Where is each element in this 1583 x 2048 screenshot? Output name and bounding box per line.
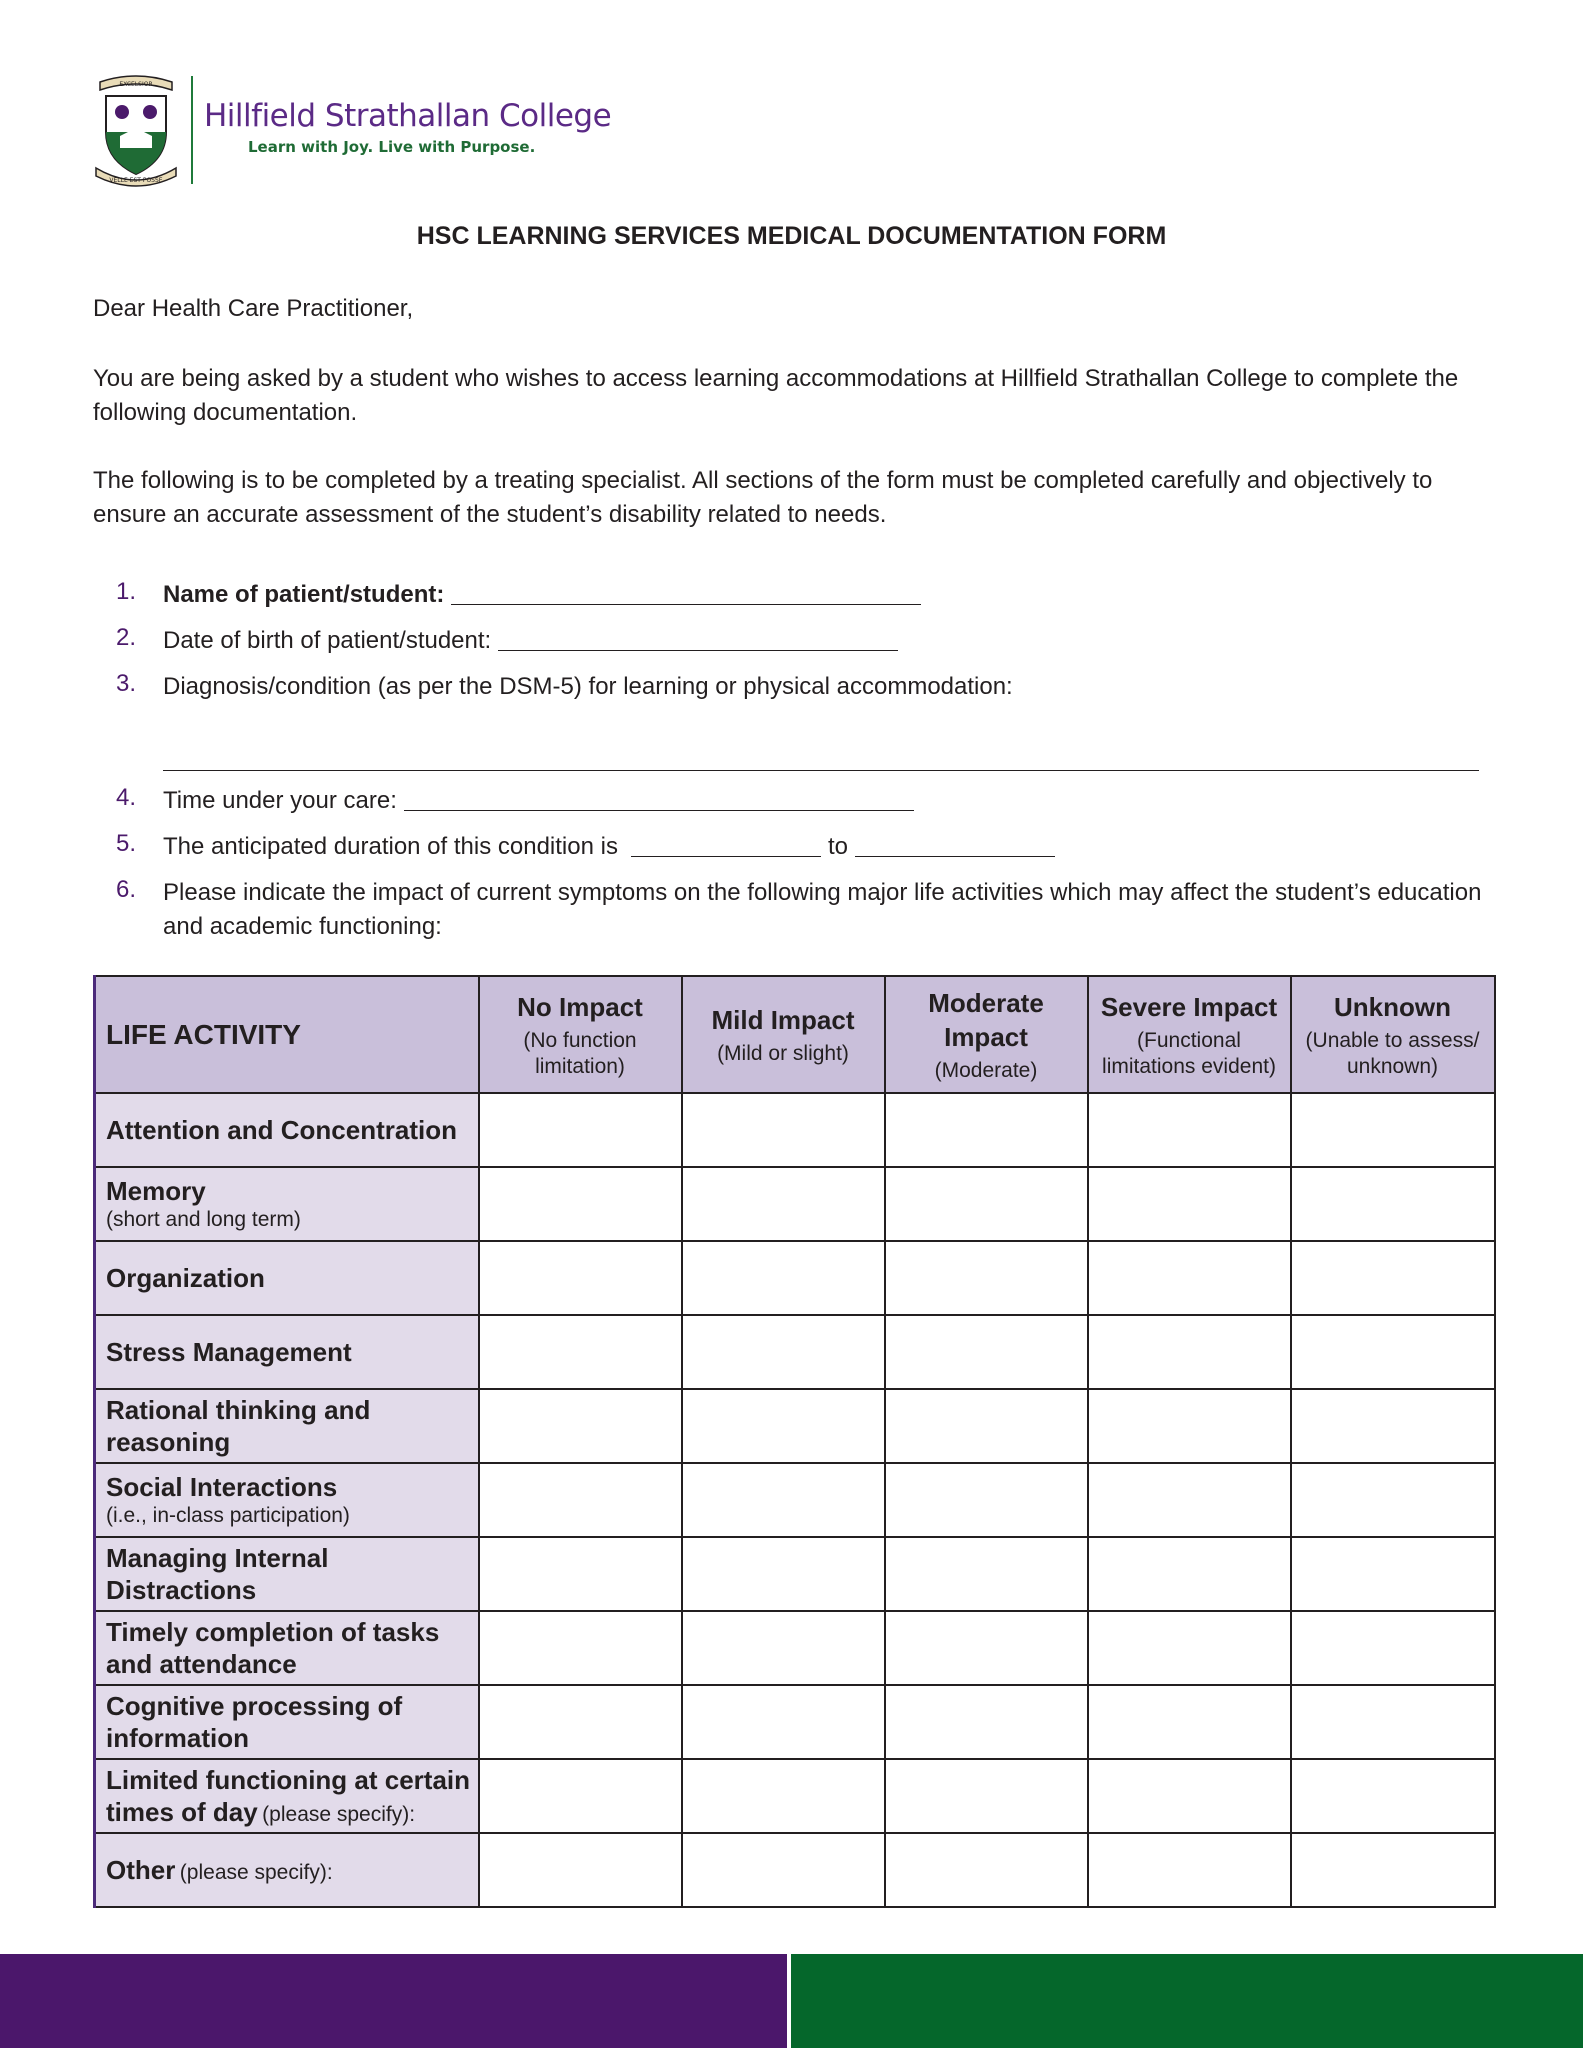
impact-cell[interactable] (682, 1685, 885, 1759)
activity-note: (short and long term) (106, 1208, 301, 1231)
table-body (95, 1093, 1495, 1907)
impact-cell[interactable] (682, 1611, 885, 1685)
impact-cell[interactable] (479, 1167, 682, 1241)
name-field[interactable] (451, 603, 921, 605)
school-logo (92, 70, 612, 188)
table-row (95, 1463, 1495, 1537)
impact-cell[interactable] (1291, 1241, 1495, 1315)
life-activity-label (95, 1685, 479, 1759)
impact-cell[interactable] (1088, 1241, 1291, 1315)
impact-cell[interactable] (1291, 1463, 1495, 1537)
table-row (95, 1685, 1495, 1759)
impact-cell[interactable] (479, 1611, 682, 1685)
impact-cell[interactable] (1291, 1611, 1495, 1685)
logo-divider (191, 76, 193, 184)
life-activity-label (95, 1833, 479, 1907)
impact-cell[interactable] (885, 1685, 1088, 1759)
form-title: HSC LEARNING SERVICES MEDICAL DOCUMENTATION FORM (416, 222, 1167, 250)
activity-note: (i.e., in-class participation) (106, 1504, 350, 1527)
impact-cell[interactable] (1088, 1759, 1291, 1833)
activity-name: Stress Management (106, 1337, 352, 1367)
table-row (95, 1315, 1495, 1389)
impact-cell[interactable] (885, 1463, 1088, 1537)
impact-cell[interactable] (885, 1611, 1088, 1685)
crest-motto-bottom: VELLE EST POSSE (109, 177, 163, 184)
activity-name: Other (106, 1855, 176, 1885)
column-header-no-impact: No Impact (No function limitation) (479, 976, 682, 1093)
impact-cell[interactable] (479, 1315, 682, 1389)
impact-cell[interactable] (682, 1833, 885, 1907)
activity-name: Social Interactions (106, 1472, 338, 1502)
life-activity-label (95, 1759, 479, 1833)
impact-cell[interactable] (479, 1685, 682, 1759)
impact-cell[interactable] (1088, 1389, 1291, 1463)
impact-cell[interactable] (1088, 1315, 1291, 1389)
impact-cell[interactable] (479, 1093, 682, 1167)
life-activity-label (95, 1611, 479, 1685)
impact-cell[interactable] (479, 1389, 682, 1463)
crest-icon (92, 70, 180, 188)
time-under-care-field[interactable] (404, 809, 914, 811)
impact-cell[interactable] (479, 1463, 682, 1537)
item-label: Name of patient/student: (163, 581, 445, 608)
impact-cell[interactable] (479, 1833, 682, 1907)
impact-cell[interactable] (885, 1241, 1088, 1315)
impact-cell[interactable] (682, 1389, 885, 1463)
table-header-row (95, 976, 1495, 1093)
impact-cell[interactable] (1291, 1389, 1495, 1463)
impact-cell[interactable] (682, 1537, 885, 1611)
impact-cell[interactable] (885, 1759, 1088, 1833)
impact-cell[interactable] (682, 1167, 885, 1241)
impact-cell[interactable] (885, 1537, 1088, 1611)
life-activity-label (95, 1093, 479, 1167)
duration-to-field[interactable] (855, 855, 1055, 857)
column-header-life-activity: LIFE ACTIVITY (95, 976, 479, 1093)
activity-name: Cognitive processing of information (106, 1691, 403, 1753)
item-label: Date of birth of patient/student: (163, 627, 492, 654)
school-tagline: Learn with Joy. Live with Purpose. (248, 138, 536, 156)
activity-note: (please specify): (262, 1803, 416, 1826)
salutation: Dear Health Care Practitioner, (93, 295, 414, 322)
item-label: Please indicate the impact of current symptoms on the following major life activities which may affect the student’s education and academic functioning: (163, 879, 1482, 940)
duration-connector: to (827, 833, 848, 860)
impact-cell[interactable] (1088, 1463, 1291, 1537)
activity-name: Managing Internal Distractions (106, 1543, 329, 1605)
activity-name: Organization (106, 1263, 265, 1293)
school-name: Hillfield Strathallan College (204, 98, 612, 134)
life-activity-label (95, 1315, 479, 1389)
item-label: The anticipated duration of this condition is (163, 833, 618, 860)
impact-cell[interactable] (1088, 1093, 1291, 1167)
column-header-mild-impact: Mild Impact (Mild or slight) (682, 976, 885, 1093)
duration-from-field[interactable] (631, 855, 821, 857)
impact-cell[interactable] (1291, 1759, 1495, 1833)
instructions-paragraph: The following is to be completed by a treating specialist. All sections of the form must be completed carefully and objectively to ensure an accurate assessment of the student’s disability related to needs. (93, 467, 1433, 528)
item-number: 5. (116, 830, 137, 857)
item-number: 4. (116, 784, 137, 811)
activity-name: Attention and Concentration (106, 1115, 457, 1145)
footer-band-green (791, 1954, 1583, 2048)
impact-cell[interactable] (682, 1241, 885, 1315)
column-header-severe-impact: Severe Impact (Functional limitations evident) (1088, 976, 1291, 1093)
footer-band-purple (0, 1954, 787, 2048)
table-row (95, 1093, 1495, 1167)
diagnosis-field[interactable] (163, 769, 1479, 771)
impact-cell[interactable] (885, 1833, 1088, 1907)
activity-name: Memory (106, 1176, 206, 1206)
column-header-unknown: Unknown (Unable to assess/ unknown) (1291, 976, 1495, 1093)
table-row (95, 1389, 1495, 1463)
intro-paragraph: You are being asked by a student who wishes to access learning accommodations at Hillfield Strathallan College to complete the following documentation. (93, 365, 1459, 426)
item-label: Diagnosis/condition (as per the DSM-5) for learning or physical accommodation: (163, 673, 1013, 700)
table-row (95, 1537, 1495, 1611)
life-activity-label (95, 1463, 479, 1537)
impact-cell[interactable] (682, 1315, 885, 1389)
impact-cell[interactable] (479, 1759, 682, 1833)
item-number: 6. (116, 876, 137, 903)
impact-cell[interactable] (1088, 1611, 1291, 1685)
life-activity-label (95, 1389, 479, 1463)
life-activity-label (95, 1241, 479, 1315)
impact-cell[interactable] (682, 1463, 885, 1537)
impact-cell[interactable] (479, 1537, 682, 1611)
impact-cell[interactable] (885, 1389, 1088, 1463)
item-label: Time under your care: (163, 787, 397, 814)
impact-cell[interactable] (885, 1315, 1088, 1389)
life-activity-table (93, 975, 1496, 1908)
activity-name: Timely completion of tasks and attendance (106, 1617, 440, 1679)
impact-cell[interactable] (1291, 1315, 1495, 1389)
impact-cell[interactable] (1088, 1685, 1291, 1759)
impact-cell[interactable] (1088, 1537, 1291, 1611)
impact-cell[interactable] (885, 1093, 1088, 1167)
activity-note: (please specify): (179, 1861, 333, 1884)
dob-field[interactable] (498, 649, 898, 651)
impact-cell[interactable] (885, 1167, 1088, 1241)
activity-name: Limited functioning at certain times of day (106, 1765, 471, 1827)
crest-motto-top: EXCELSIOR (119, 81, 153, 88)
impact-cell[interactable] (682, 1093, 885, 1167)
table-row (95, 1833, 1495, 1907)
table-row (95, 1611, 1495, 1685)
item-number: 1. (116, 578, 137, 605)
table-row (95, 1167, 1495, 1241)
impact-cell[interactable] (1291, 1685, 1495, 1759)
impact-cell[interactable] (1291, 1093, 1495, 1167)
activity-name: Rational thinking and reasoning (106, 1395, 371, 1457)
life-activity-label (95, 1167, 479, 1241)
impact-cell[interactable] (1291, 1167, 1495, 1241)
table-row (95, 1759, 1495, 1833)
impact-cell[interactable] (1088, 1833, 1291, 1907)
column-header-moderate-impact: Moderate Impact (Moderate) (885, 976, 1088, 1093)
impact-cell[interactable] (1291, 1537, 1495, 1611)
impact-cell[interactable] (479, 1241, 682, 1315)
impact-cell[interactable] (682, 1759, 885, 1833)
item-number: 2. (116, 624, 137, 651)
item-number: 3. (116, 670, 137, 697)
impact-cell[interactable] (1088, 1167, 1291, 1241)
table-row (95, 1241, 1495, 1315)
impact-cell[interactable] (1291, 1833, 1495, 1907)
life-activity-label (95, 1537, 479, 1611)
